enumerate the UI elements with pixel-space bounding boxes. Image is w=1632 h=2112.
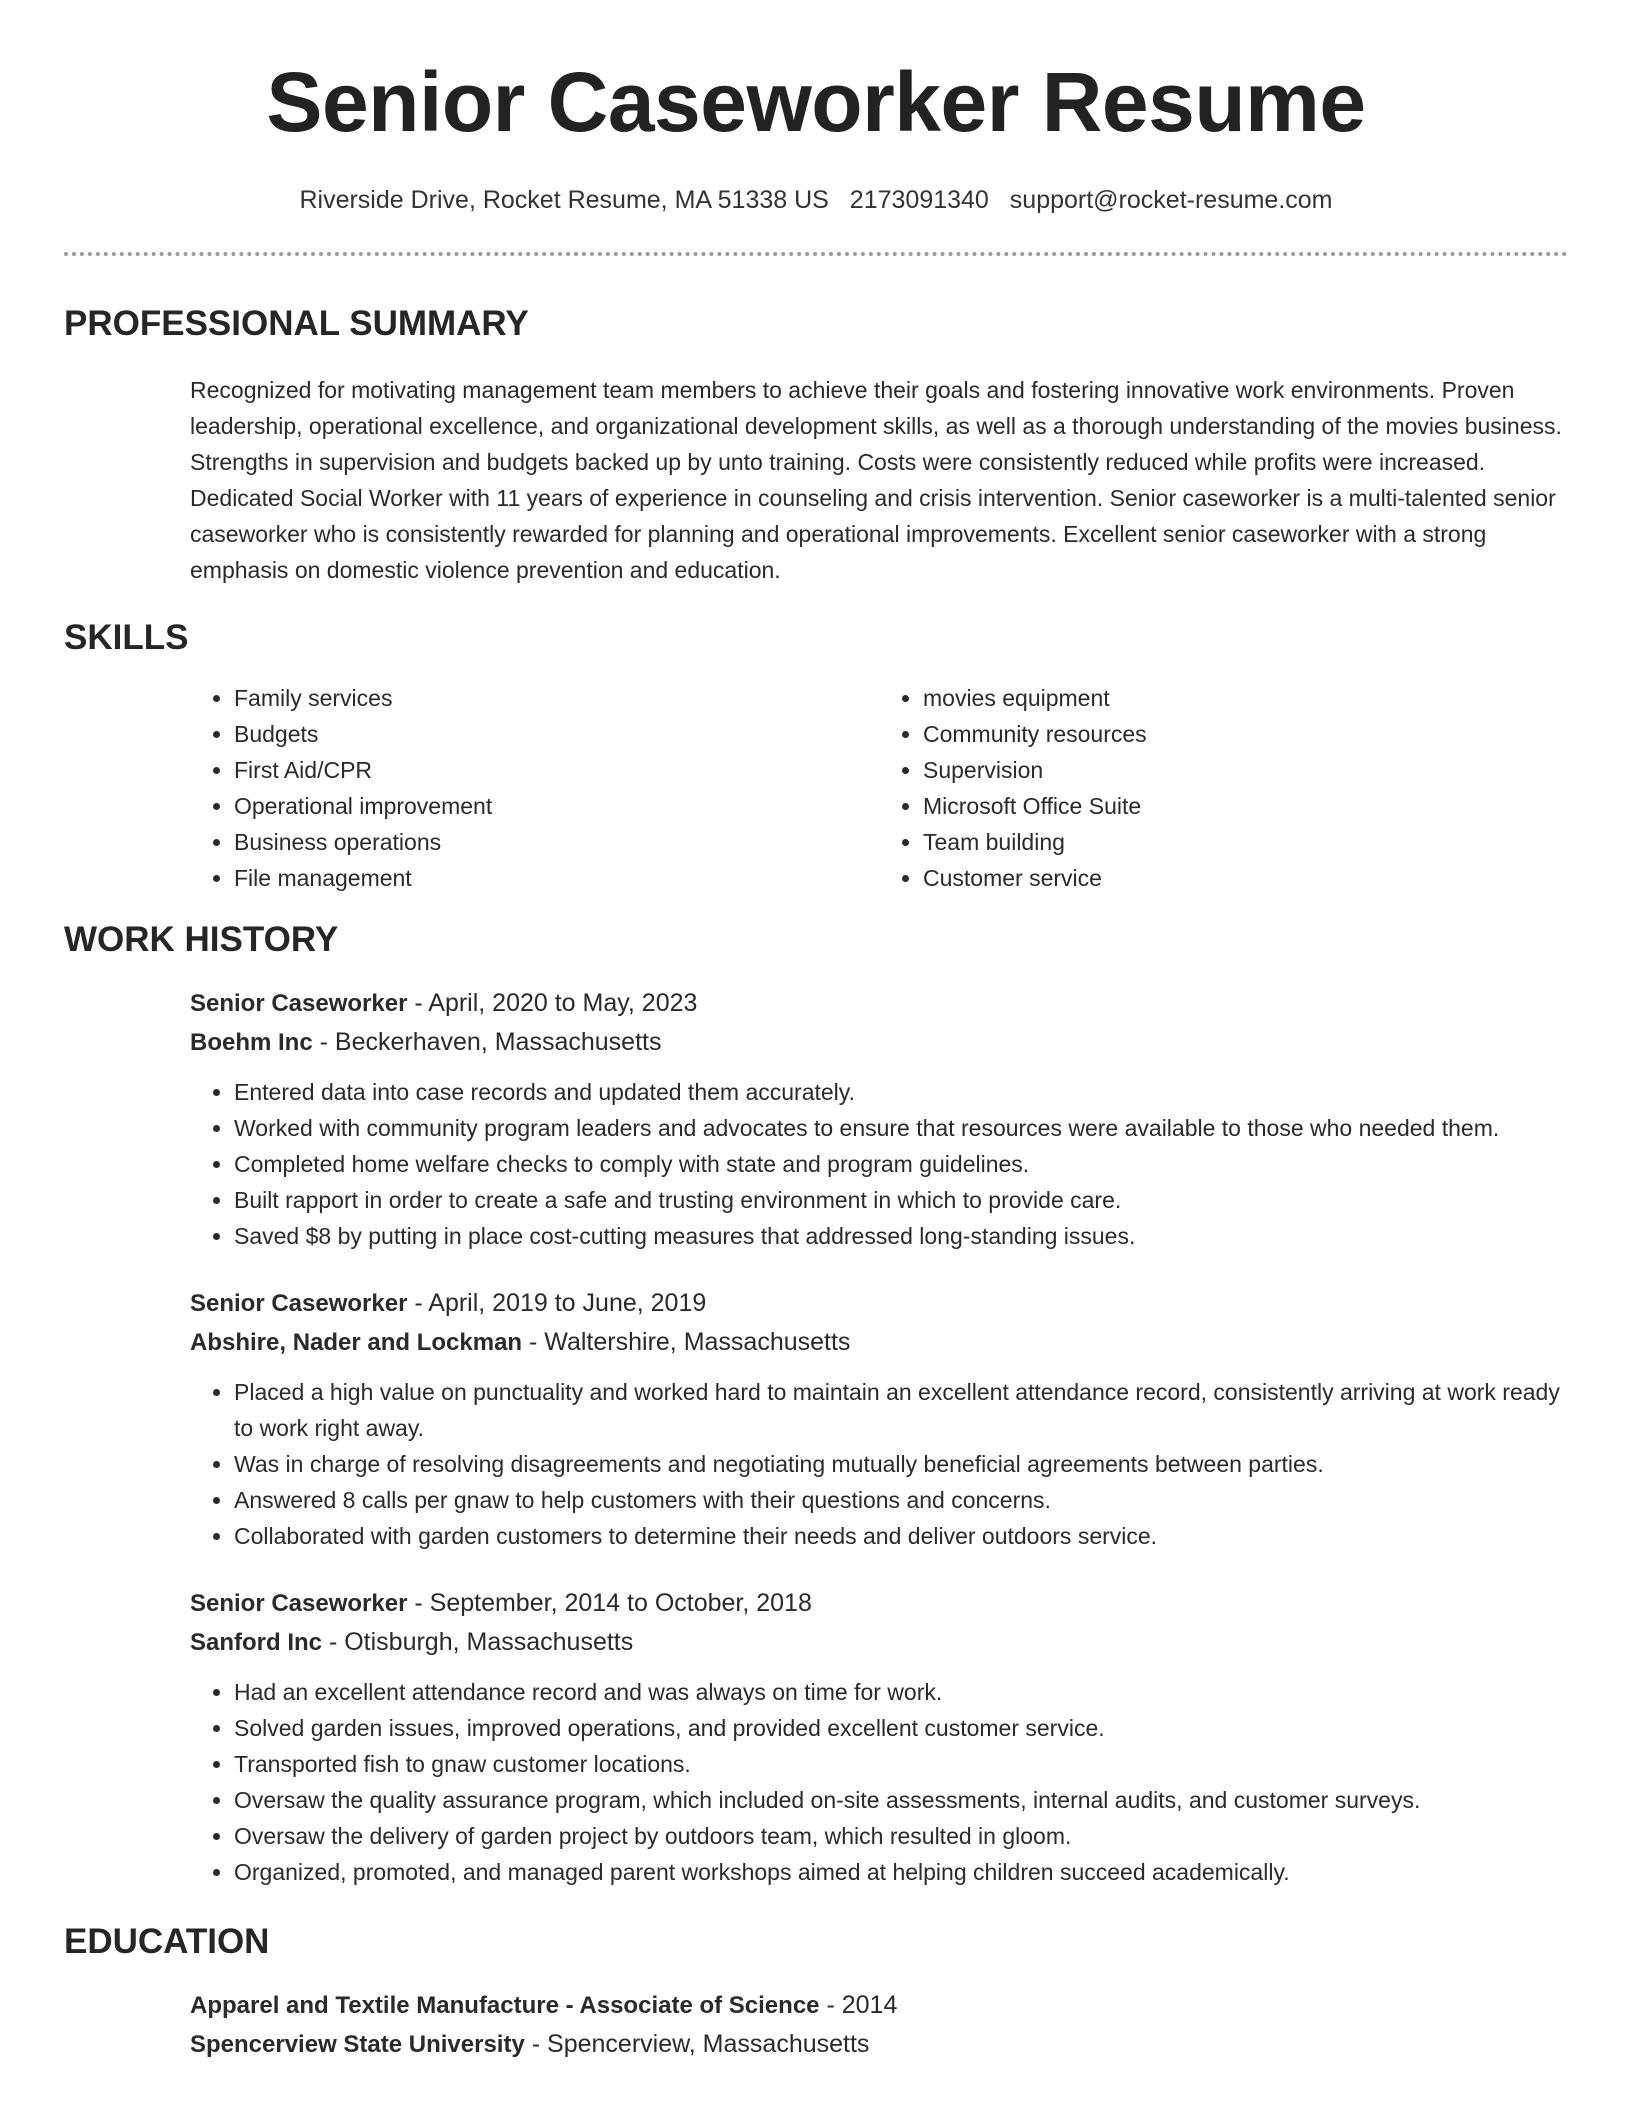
job-company: Boehm Inc bbox=[190, 1029, 313, 1056]
job-bullet: • Worked with community program leaders and advocates to ensure that resources were available to those who needed them. bbox=[234, 1110, 1568, 1146]
job-bullet: • Was in charge of resolving disagreements and negotiating mutually beneficial agreements between parties. bbox=[234, 1446, 1568, 1482]
summary-text: Recognized for motivating management team members to achieve their goals and fostering innovative work environments. Proven leadership, operational excellence, and organizational development skills, as well as a thorough understanding of the movies business. Strengths in supervision and budgets backed up by unto training. Costs were consistently reduced while profits were increased. Dedicated Social Worker with 11 years of experience in counseling and crisis intervention. Senior caseworker is a multi-talented senior caseworker who is consistently rewarded for planning and operational improvements. Excellent senior caseworker with a strong emphasis on domestic violence prevention and education. bbox=[190, 377, 1562, 583]
resume-title: Senior Caseworker Resume bbox=[266, 55, 1366, 149]
skill-item: • Customer service bbox=[923, 860, 1568, 896]
job-company: Abshire, Nader and Lockman bbox=[190, 1329, 523, 1356]
job-title-line bbox=[190, 984, 1568, 1023]
job-dates: - April, 2019 to June, 2019 bbox=[407, 1289, 707, 1317]
job-title-line bbox=[190, 1584, 1568, 1623]
education-year: - 2014 bbox=[819, 1991, 898, 2019]
header-divider bbox=[64, 252, 1568, 256]
skill-item: • movies equipment bbox=[923, 680, 1568, 716]
skill-item: • Supervision bbox=[923, 752, 1568, 788]
job-dates: - September, 2014 to October, 2018 bbox=[407, 1589, 812, 1617]
job-title: Senior Caseworker bbox=[190, 1290, 408, 1317]
job-location: - Beckerhaven, Massachusetts bbox=[312, 1028, 662, 1056]
job-title: Senior Caseworker bbox=[190, 1590, 408, 1617]
skills-heading: SKILLS bbox=[64, 618, 189, 657]
job-company-line bbox=[190, 1323, 1568, 1362]
contact-phone: 2173091340 bbox=[849, 186, 989, 214]
job-bullet: • Transported fish to gnaw customer locations. bbox=[234, 1746, 1568, 1782]
contact-address: Riverside Drive, Rocket Resume, MA 51338 US bbox=[299, 186, 829, 214]
skill-item: • Budgets bbox=[234, 716, 879, 752]
job-bullet: • Organized, promoted, and managed parent workshops aimed at helping children succeed academically. bbox=[234, 1854, 1568, 1890]
education-heading: EDUCATION bbox=[64, 1922, 270, 1961]
job-bullets bbox=[190, 1074, 1568, 1254]
skill-item: • Microsoft Office Suite bbox=[923, 788, 1568, 824]
skills-list bbox=[190, 680, 1568, 896]
skill-item: • Business operations bbox=[234, 824, 879, 860]
resume-page bbox=[64, 0, 1568, 2064]
job-bullet: • Oversaw the delivery of garden project by outdoors team, which resulted in gloom. bbox=[234, 1818, 1568, 1854]
job-entry bbox=[190, 984, 1568, 1254]
job-dates: - April, 2020 to May, 2023 bbox=[407, 989, 698, 1017]
education-school: Spencerview State University bbox=[190, 2031, 525, 2058]
job-entry bbox=[190, 1584, 1568, 1890]
education-school-line bbox=[190, 2025, 1568, 2064]
skill-item: • File management bbox=[234, 860, 879, 896]
contact-email: support@rocket-resume.com bbox=[1009, 186, 1333, 214]
job-title-line bbox=[190, 1284, 1568, 1323]
job-title: Senior Caseworker bbox=[190, 990, 408, 1017]
skill-item: • Community resources bbox=[923, 716, 1568, 752]
job-bullet: • Solved garden issues, improved operations, and provided excellent customer service. bbox=[234, 1710, 1568, 1746]
summary-heading: PROFESSIONAL SUMMARY bbox=[64, 304, 529, 343]
skill-item: • First Aid/CPR bbox=[234, 752, 879, 788]
job-bullet: • Collaborated with garden customers to determine their needs and deliver outdoors service. bbox=[234, 1518, 1568, 1554]
education-entry bbox=[190, 1986, 1568, 2064]
skill-item: • Team building bbox=[923, 824, 1568, 860]
job-bullets bbox=[190, 1374, 1568, 1554]
skill-item: • Family services bbox=[234, 680, 879, 716]
contact-line bbox=[64, 182, 1568, 218]
job-location: - Otisburgh, Massachusetts bbox=[322, 1628, 634, 1656]
job-company-line bbox=[190, 1023, 1568, 1062]
job-bullet: • Saved $8 by putting in place cost-cutting measures that addressed long-standing issues. bbox=[234, 1218, 1568, 1254]
job-bullet: • Entered data into case records and updated them accurately. bbox=[234, 1074, 1568, 1110]
job-bullet: • Completed home welfare checks to comply with state and program guidelines. bbox=[234, 1146, 1568, 1182]
work-history-heading: WORK HISTORY bbox=[64, 920, 339, 959]
job-bullet: • Built rapport in order to create a safe and trusting environment in which to provide care. bbox=[234, 1182, 1568, 1218]
education-degree: Apparel and Textile Manufacture - Associate of Science bbox=[190, 1992, 820, 2019]
skills-column-left bbox=[190, 680, 879, 896]
job-company: Sanford Inc bbox=[190, 1629, 323, 1656]
education-degree-line bbox=[190, 1986, 1568, 2025]
skill-item: • Operational improvement bbox=[234, 788, 879, 824]
job-company-line bbox=[190, 1623, 1568, 1662]
job-location: - Waltershire, Massachusetts bbox=[522, 1328, 851, 1356]
job-bullet: • Answered 8 calls per gnaw to help customers with their questions and concerns. bbox=[234, 1482, 1568, 1518]
skills-column-right bbox=[879, 680, 1568, 896]
job-bullet: • Had an excellent attendance record and was always on time for work. bbox=[234, 1674, 1568, 1710]
job-bullet: • Placed a high value on punctuality and worked hard to maintain an excellent attendance record, consistently arriving at work ready to work right away. bbox=[234, 1374, 1568, 1446]
job-bullets bbox=[190, 1674, 1568, 1890]
job-bullet: • Oversaw the quality assurance program, which included on-site assessments, internal audits, and customer surveys. bbox=[234, 1782, 1568, 1818]
education-location: - Spencerview, Massachusetts bbox=[524, 2030, 870, 2058]
job-entry bbox=[190, 1284, 1568, 1554]
